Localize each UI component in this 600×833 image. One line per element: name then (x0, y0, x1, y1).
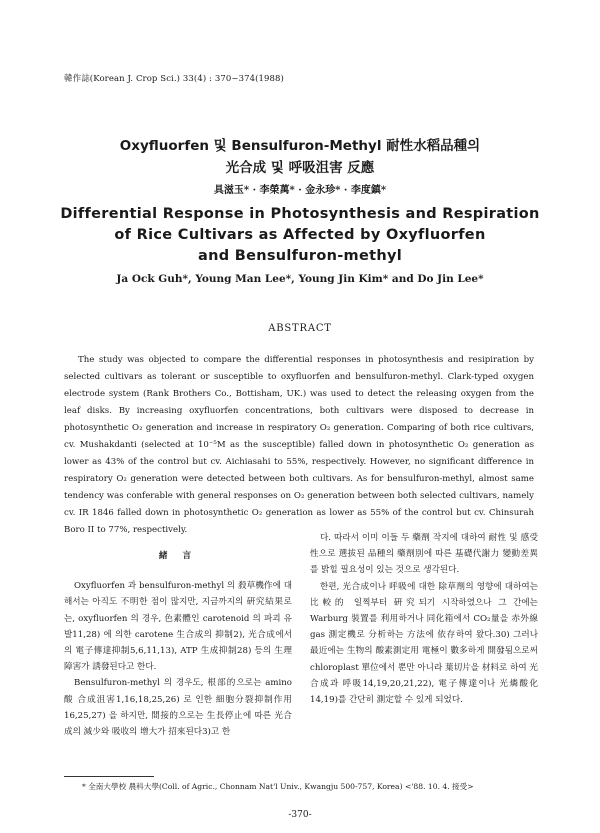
abstract-heading: ABSTRACT (268, 323, 332, 334)
right-column (310, 530, 538, 708)
english-title-line-1: Differential Response in Photosynthesis and Respiration (60, 206, 540, 222)
footnote-divider (64, 776, 154, 777)
english-title-line-3: and Bensulfuron-methyl (198, 248, 402, 264)
abstract-body: The study was objected to compare the differential responses in photosynthesis and resipiration by selected cultivars as tolerant or susceptible to oxyfluorfen and bensulfuron-methyl. Clark-typed oxygen electrode system (Rank Brothers Co., Bottisham, UK.) was used to detect the releasing oxygen from the leaf disks. By increasing oxyfluorfen concentrations, both cultivars were disposed to decrease in photosynthetic O₂ generation and increase in respiratory O₂ generation. Comparing of both rice cultivars, cv. Mushakdanti (selected at 10⁻⁵M as the susceptible) falled down in photosynthetic O₂ generation as lower as 43% of the control but cv. Aichiasahi to 55%, respectively. However, no significant difference in respiratory O₂ generation were detected between both cultivars. As for bensulfuron-methyl, almost same tendency was conferable with general responses on O₂ generation between both selected cultivars, namely cv. IR 1846 falled down in photosynthetic O₂ generation as lower as 55% of the control but cv. Chinsurah Boro II to 77%, respectively. (64, 355, 534, 536)
page-number: -370- (288, 810, 312, 820)
korean-title-line-1: Oxyfluorfen 및 Bensulfuron-Methyl 耐性水稻品種의 (119, 138, 481, 154)
english-authors: Ja Ock Guh*, Young Man Lee*, Young Jin Kim* and Do Jin Lee* (116, 273, 484, 285)
intro-paragraph-3: 다. 따라서 이미 이들 두 藥劑 작지에 대하여 耐性 및 感受性으로 選拔된 品種의 藥劑別에 따른 基礎代謝力 變動差異를 밝힐 필요성이 있는 것으로 생각된다. (310, 533, 538, 576)
introduction-heading: 緒 言 (158, 551, 198, 561)
korean-authors: 具滋玉* · 李榮萬* · 金永珍* · 李度鎮* (213, 185, 387, 196)
left-column (64, 534, 292, 740)
intro-paragraph-4: 한편, 光合成이나 呼吸에 대한 除草劑의 영향에 대하여는 比較的 일찍부터 硏究되기 시작하였으나 그 간에는 Warburg 裝置를 利用하거나 同化箱에서 CO₂量을 赤外線 gas 測定機로 分析하는 方法에 依存하여 왔다.30) 그러나 最近에는 生物의 酸素測定用 電極이 數多하게 開發됨으로써 chloroplast 單位에서 뿐만 아니라 葉切片을 材料로 하여 光合成과 呼吸14,19,20,21,22), 電子傳達이나 光燐酸化14,19)를 간단히 測定할 수 있게 되었다. (310, 581, 538, 706)
korean-title-line-2: 光合成 및 呼吸沮害 反應 (225, 160, 375, 176)
intro-paragraph-2: Bensulfuron-methyl 의 경우도, 根部的으로는 amino 酸 合成沮害1,16,18,25,26) 로 인한 細胞分裂抑制作用16,25,27) 을 하지만, 間接的으로는 生長停止에 따른 光合成의 減少와 吸收의 增大가 招來된다3)고 한 (64, 678, 292, 738)
english-title-line-2: of Rice Cultivars as Affected by Oxyfluorfen (114, 227, 486, 243)
journal-citation: 韓作誌(Korean J. Crop Sci.) 33(4) : 370~374(1988) (64, 74, 284, 84)
intro-paragraph-1: Oxyfluorfen 과 bensulfuron-methyl 의 殺草機作에 대해서는 아직도 不明한 점이 많지만, 지금까지의 硏究結果로는, oxyfluorfen 의 경우, 色素體인 carotenoid 의 파괴 유발11,28) 에 의한 carotene 生合成의 抑制2), 光合成에서의 電子傳達抑制5,6,11,13), ATP 生成抑制28) 등의 生理障害가 誘發된다고 한다. (64, 581, 292, 673)
affiliation-footnote: * 全南大學校 農科大學(Coll. of Agric., Chonnam Nat'l Univ., Kwangju 500-757, Korea) <'88. 10. 4. 接受> (82, 782, 474, 791)
